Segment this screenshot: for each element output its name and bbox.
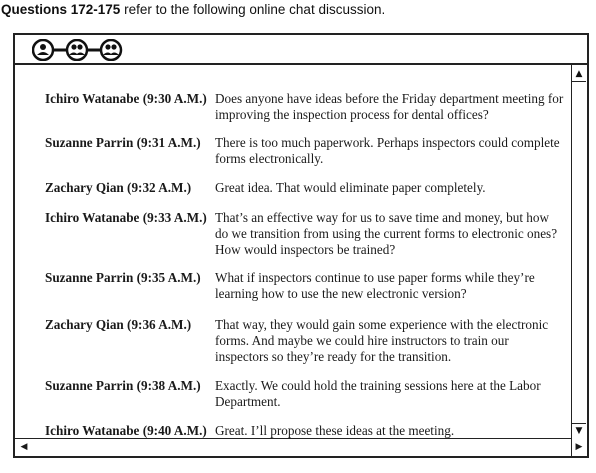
message-text: Great. I’ll propose these ideas at the meeting. bbox=[215, 423, 455, 438]
up-arrow-icon[interactable]: ▲ bbox=[572, 67, 586, 82]
down-arrow-icon[interactable]: ▼ bbox=[572, 423, 586, 438]
left-arrow-icon[interactable]: ◀ bbox=[20, 442, 28, 452]
message-speaker: Ichiro Watanabe (9:33 A.M.) bbox=[45, 210, 207, 225]
message-text: There is too much paperwork. Perhaps inspectors could complete forms electronically. bbox=[215, 135, 560, 166]
people-chat-icon bbox=[32, 39, 124, 61]
right-arrow-icon[interactable]: ▶ bbox=[575, 442, 583, 452]
message-speaker: Suzanne Parrin (9:38 A.M.) bbox=[45, 378, 201, 393]
chat-window bbox=[13, 33, 589, 458]
message-speaker: Zachary Qian (9:36 A.M.) bbox=[45, 317, 192, 332]
question-instruction: refer to the following online chat discussion. bbox=[124, 2, 386, 17]
message-speaker: Ichiro Watanabe (9:30 A.M.) bbox=[45, 91, 207, 106]
message-speaker: Suzanne Parrin (9:35 A.M.) bbox=[45, 270, 201, 285]
message-speaker: Ichiro Watanabe (9:40 A.M.) bbox=[45, 423, 207, 438]
question-range: Questions 172-175 bbox=[1, 2, 121, 17]
message-text: What if inspectors continue to use paper forms while they’re learning how to use the new electronic version? bbox=[215, 270, 535, 301]
message-text: That way, they would gain some experience with the electronic forms. And maybe we could hire instructors to train our inspectors so they’re ready for the transition. bbox=[215, 317, 549, 364]
question-header bbox=[1, 2, 385, 17]
message-text: Does anyone have ideas before the Friday department meeting for improving the inspection process for dental offices? bbox=[215, 91, 564, 122]
message-speaker: Zachary Qian (9:32 A.M.) bbox=[45, 180, 192, 195]
horizontal-scrollbar[interactable] bbox=[15, 438, 583, 456]
message-text: That’s an effective way for us to save time and money, but how do we transition from using the current forms to electronic ones? How would inspectors be trained? bbox=[215, 210, 558, 257]
message-speaker: Suzanne Parrin (9:31 A.M.) bbox=[45, 135, 201, 150]
message-text: Great idea. That would eliminate paper completely. bbox=[215, 180, 486, 195]
chat-titlebar bbox=[15, 35, 587, 65]
vertical-scrollbar[interactable] bbox=[571, 65, 587, 456]
message-text: Exactly. We could hold the training sessions here at the Labor Department. bbox=[215, 378, 541, 409]
